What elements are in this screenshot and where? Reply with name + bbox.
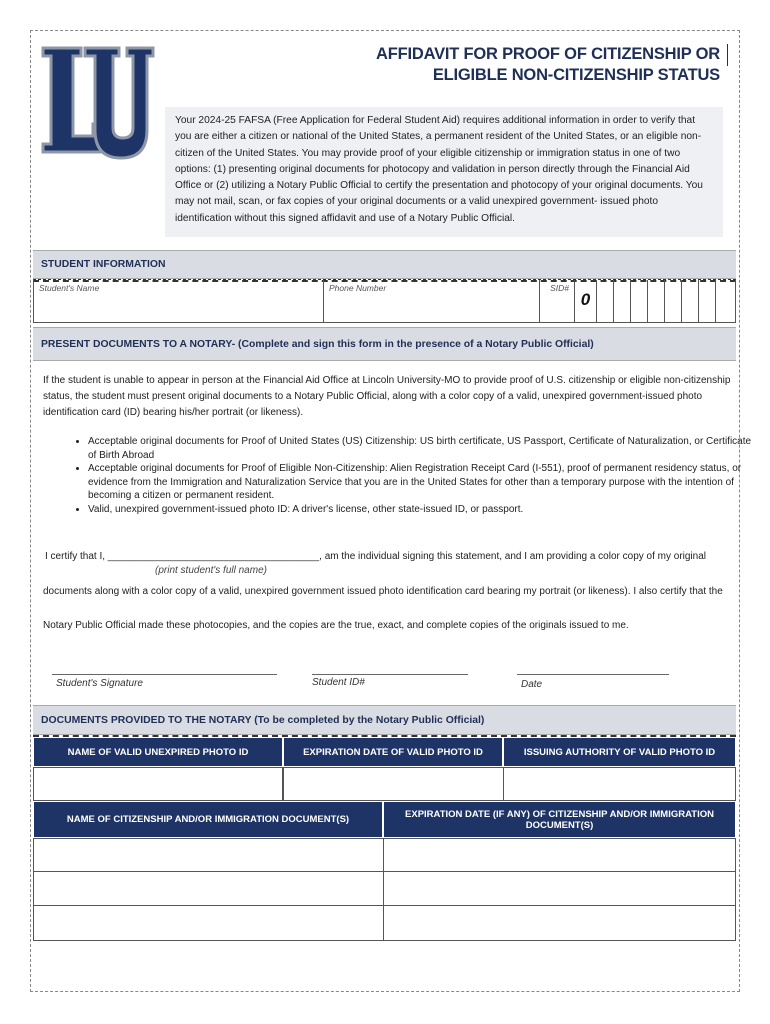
sid-digit-8[interactable] [699,280,716,322]
phone-number-label: Phone Number [329,283,387,293]
sid-digit-9[interactable] [716,280,733,322]
form-title [300,44,720,86]
col-document-expiration: EXPIRATION DATE (IF ANY) OF CITIZENSHIP AND/OR IMMIGRATION DOCUMENT(S) [383,801,736,838]
document-name-cell[interactable] [33,838,384,872]
document-expiration-cell[interactable] [383,871,736,906]
lu-logo [37,40,157,162]
phone-number-field[interactable] [324,280,540,322]
photo-id-authority-cell[interactable] [503,767,736,801]
list-item: • Acceptable original documents for Proof of United States (US) Citizenship: US birth certificate, US Passport, Certificate of Naturalization, or Certificate of Birth Abroad [88,435,758,462]
certify-line-1: I certify that I, ______________________________________, am the individual signing this statement, and I am providing a color copy of my original [45,551,707,562]
print-name-hint: (print student's full name) [155,565,267,576]
photo-id-name-cell[interactable] [33,767,283,801]
document-name-cell[interactable] [33,871,384,906]
certify-line-2: documents along with a color copy of a valid, unexpired government issued photo identification card bearing my portrait (or likeness). I also certify that the [43,586,723,597]
certify-line-3: Notary Public Official made these photocopies, and the copies are the true, exact, and complete copies of the originals issued to me. [43,620,629,631]
document-name-cell[interactable] [33,905,384,941]
col-document-name: NAME OF CITIZENSHIP AND/OR IMMIGRATION DOCUMENT(S) [33,801,383,838]
title-line-2: ELIGIBLE NON-CITIZENSHIP STATUS [432,66,720,84]
notary-paragraph: If the student is unable to appear in person at the Financial Aid Office at Lincoln University-MO to provide proof of U.S. citizenship or eligible non-citizenship status, the student must present original documents to a Notary Public Official, along with a color copy of a valid, unexpired government-issued photo identification card (ID) bearing his/her portrait (or likeness). [43,375,731,418]
col-photo-id-expiration: EXPIRATION DATE OF VALID PHOTO ID [283,737,503,767]
sid-digit-7[interactable] [682,280,699,322]
acceptable-documents-list [62,435,758,516]
sid-label: SID# [550,283,569,293]
sid-digit-2[interactable] [597,280,614,322]
list-item: • Valid, unexpired government-issued photo ID: A driver's license, other state-issued ID, or passport. [88,503,758,517]
student-id-line[interactable] [312,674,468,675]
date-label: Date [521,679,543,690]
signature-label: Student's Signature [56,678,143,689]
student-id-label: Student ID# [312,677,365,688]
date-line[interactable] [517,674,669,675]
sid-digit-1[interactable]: 0 [575,280,597,322]
student-name-field[interactable] [34,280,324,322]
intro-text: Your 2024-25 FAFSA (Free Application for Federal Student Aid) requires additional information in order to verify that you are either a citizen or national of the United States, a permanent resident of the United States, or an eligible non-citizen of the United States. You may provide proof of your eligible citizenship or immigration status in one of two options: (1) presenting original documents for photocopy and validation in person directly through the Financial Aid Office or (2) utilizing a Notary Public Official to certify the presentation and photocopy of your original documents. You may not mail, scan, or fax copies of your original documents or a valid unexpired government- issued photo identification without this signed affidavit and use of a Notary Public Official. [165,107,723,237]
sid-digit-3[interactable] [614,280,631,322]
sid-digit-5[interactable] [648,280,665,322]
notary-heading: PRESENT DOCUMENTS TO A NOTARY- (Complete and sign this form in the presence of a Notary Public Official) [33,327,736,361]
sid-digit-4[interactable] [631,280,648,322]
documents-heading: DOCUMENTS PROVIDED TO THE NOTARY (To be completed by the Notary Public Official) [33,705,736,735]
student-info-row [33,279,736,323]
document-expiration-cell[interactable] [383,838,736,872]
sid-label-cell [540,280,575,322]
student-name-label: Student's Name [39,283,100,293]
signature-line[interactable] [52,674,277,675]
list-item: • Acceptable original documents for Proof of Eligible Non-Citizenship: Alien Registration Receipt Card (I-551), proof of permanent residency status, or evidence from the Immigration and Naturalization Service that you are in the United States for other than a temporary purpose with the intention of becoming a citizen or permanent resident. [88,462,758,503]
document-expiration-cell[interactable] [383,905,736,941]
sid-digit-6[interactable] [665,280,682,322]
title-line-1: AFFIDAVIT FOR PROOF OF CITIZENSHIP OR [376,45,720,63]
photo-id-expiration-cell[interactable] [283,767,504,801]
title-divider [727,44,728,66]
col-photo-id-authority: ISSUING AUTHORITY OF VALID PHOTO ID [503,737,736,767]
student-info-heading: STUDENT INFORMATION [33,250,736,279]
col-photo-id-name: NAME OF VALID UNEXPIRED PHOTO ID [33,737,283,767]
